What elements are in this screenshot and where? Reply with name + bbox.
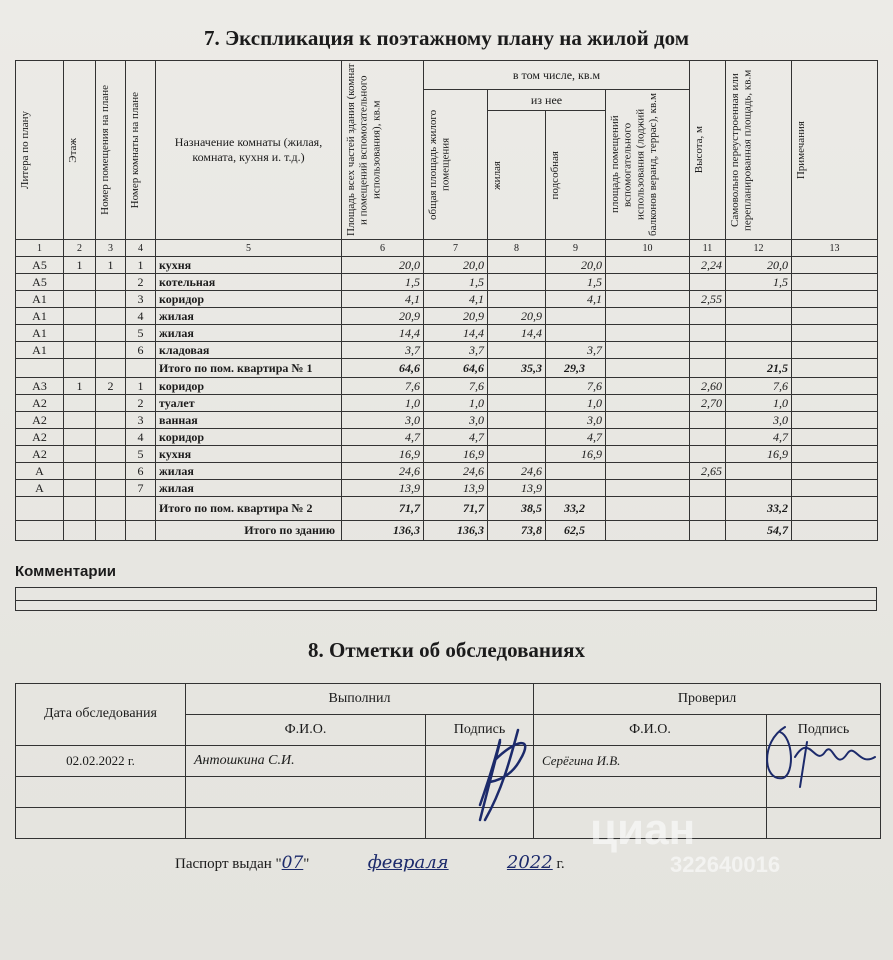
table-cell: А2	[16, 446, 64, 463]
table-cell	[792, 274, 878, 291]
comments-box	[15, 587, 877, 611]
table-cell: 1	[64, 257, 96, 274]
table-cell: 1,0	[342, 395, 424, 412]
subtotal-apartment-2	[16, 497, 878, 521]
total-general: 136,3	[424, 521, 488, 541]
table-cell	[488, 274, 546, 291]
table-cell: 4,7	[726, 429, 792, 446]
table-cell: 3,7	[342, 342, 424, 359]
total-building	[16, 521, 878, 541]
table-cell	[96, 308, 126, 325]
header-premise-no: Номер помещения на плане	[96, 61, 126, 240]
table-cell: 20,9	[342, 308, 424, 325]
total-label: Итого по зданию	[156, 521, 342, 541]
passport-day: 07	[281, 853, 304, 873]
table-cell: 6	[126, 463, 156, 480]
table-cell: 1,0	[726, 395, 792, 412]
table-row	[16, 412, 878, 429]
table-cell: котельная	[156, 274, 342, 291]
table-cell: 13,9	[488, 480, 546, 497]
column-number-10: 10	[606, 240, 690, 257]
table-cell: 4,7	[546, 429, 606, 446]
subtotal-2-label: Итого по пом. квартира № 2	[156, 497, 342, 521]
table-cell: 6	[126, 342, 156, 359]
table-cell: коридор	[156, 378, 342, 395]
checker-signature-header: Подпись	[767, 715, 881, 746]
table-cell: 4,1	[342, 291, 424, 308]
table-cell	[546, 308, 606, 325]
table-cell: 3,7	[424, 342, 488, 359]
section-7-title: 7. Экспликация к поэтажному плану на жилой дом	[203, 26, 690, 50]
table-cell: 1,5	[342, 274, 424, 291]
column-number-12: 12	[726, 240, 792, 257]
table-cell	[96, 395, 126, 412]
table-cell: А5	[16, 257, 64, 274]
column-number-11: 11	[690, 240, 726, 257]
column-number-9: 9	[546, 240, 606, 257]
column-number-7: 7	[424, 240, 488, 257]
table-cell	[606, 446, 690, 463]
table-cell: 1	[64, 378, 96, 395]
table-cell	[606, 342, 690, 359]
header-purpose: Назначение комнаты (жилая, комната, кухня и. т.д.)	[156, 61, 342, 240]
table-cell	[726, 325, 792, 342]
total-area: 136,3	[342, 521, 424, 541]
table-cell	[64, 412, 96, 429]
table-row	[16, 480, 878, 497]
table-cell	[792, 257, 878, 274]
performer-signature	[440, 720, 560, 840]
table-cell: жилая	[156, 480, 342, 497]
table-cell	[606, 308, 690, 325]
table-cell: 4	[126, 429, 156, 446]
table-cell	[606, 291, 690, 308]
table-cell: 24,6	[488, 463, 546, 480]
table-cell	[606, 378, 690, 395]
subtotal-1-living: 35,3	[488, 359, 546, 378]
table-cell: А2	[16, 429, 64, 446]
header-balcony: площадь помещений вспомогательного использования (лоджий балконов веранд, террас), кв.м	[606, 90, 690, 240]
table-cell: 1,5	[424, 274, 488, 291]
table-cell	[792, 342, 878, 359]
table-cell	[64, 274, 96, 291]
table-cell	[690, 342, 726, 359]
table-cell	[488, 412, 546, 429]
table-cell: 20,0	[424, 257, 488, 274]
table-cell	[690, 429, 726, 446]
header-self-built: Самовольно переустроенная или перепланированная площадь, кв.м	[726, 61, 792, 240]
table-cell: кладовая	[156, 342, 342, 359]
table-cell	[792, 480, 878, 497]
table-row	[16, 446, 878, 463]
table-row	[16, 325, 878, 342]
table-cell: жилая	[156, 463, 342, 480]
header-in-that: в том числе, кв.м	[424, 61, 690, 90]
table-cell	[792, 291, 878, 308]
table-cell	[488, 395, 546, 412]
table-cell: 4,1	[424, 291, 488, 308]
watermark-logo: циан	[590, 805, 696, 854]
column-number-6: 6	[342, 240, 424, 257]
performer-signature-header: Подпись	[426, 715, 534, 746]
table-cell: 3,0	[726, 412, 792, 429]
table-cell: 3,7	[546, 342, 606, 359]
table-row	[16, 257, 878, 274]
table-cell: 2,24	[690, 257, 726, 274]
table-cell: 7,6	[546, 378, 606, 395]
checked-header: Проверил	[534, 684, 881, 715]
table-cell	[726, 342, 792, 359]
table-cell: 13,9	[424, 480, 488, 497]
table-cell: 14,4	[424, 325, 488, 342]
table-cell	[690, 274, 726, 291]
table-cell: 2,55	[690, 291, 726, 308]
table-cell: 7,6	[726, 378, 792, 395]
subtotal-1-self: 21,5	[726, 359, 792, 378]
header-of-which: из нее	[488, 90, 606, 111]
checker-signature	[755, 712, 885, 802]
table-cell	[96, 412, 126, 429]
table-cell	[690, 446, 726, 463]
subtotal-1-general: 64,6	[424, 359, 488, 378]
table-cell	[64, 429, 96, 446]
table-cell: 3,0	[342, 412, 424, 429]
table-cell	[606, 274, 690, 291]
table-cell	[690, 325, 726, 342]
table-cell: 20,0	[342, 257, 424, 274]
table-cell	[488, 446, 546, 463]
passport-issued-line: Паспорт выдан "07" февраля 2022 г.	[175, 852, 565, 873]
table-cell	[792, 412, 878, 429]
table-cell	[64, 308, 96, 325]
table-cell	[690, 412, 726, 429]
table-cell	[488, 429, 546, 446]
header-room-no: Номер комнаты на плане	[126, 61, 156, 240]
table-cell	[606, 395, 690, 412]
header-area-total: Площадь всех частей здания (комнат и помещений вспомогательного использования), кв.м	[342, 61, 424, 240]
comments-label: Комментарии	[15, 563, 117, 580]
table-cell: 1	[96, 257, 126, 274]
table-cell: 1,5	[726, 274, 792, 291]
table-cell	[64, 291, 96, 308]
header-living: жилая	[488, 111, 546, 240]
table-cell	[64, 463, 96, 480]
column-number-2: 2	[64, 240, 96, 257]
total-aux: 62,5	[546, 521, 606, 541]
table-cell	[792, 446, 878, 463]
table-cell: 16,9	[546, 446, 606, 463]
table-cell: А2	[16, 395, 64, 412]
table-row	[16, 342, 878, 359]
table-cell	[606, 257, 690, 274]
table-cell: А1	[16, 325, 64, 342]
table-cell: 2	[126, 395, 156, 412]
column-numbers-row	[16, 240, 878, 257]
table-cell: 13,9	[342, 480, 424, 497]
table-cell: А1	[16, 308, 64, 325]
table-row	[16, 274, 878, 291]
table-cell: кухня	[156, 446, 342, 463]
table-cell	[96, 325, 126, 342]
total-self: 54,7	[726, 521, 792, 541]
header-notes: Примечания	[792, 61, 878, 240]
table-cell: 20,0	[726, 257, 792, 274]
table-row	[16, 463, 878, 480]
table-cell: 7,6	[342, 378, 424, 395]
table-cell: 2	[96, 378, 126, 395]
table-cell: А1	[16, 342, 64, 359]
table-cell	[690, 480, 726, 497]
table-cell: 20,0	[546, 257, 606, 274]
table-cell: 3	[126, 291, 156, 308]
table-cell	[792, 463, 878, 480]
table-cell: кухня	[156, 257, 342, 274]
table-cell: 3,0	[546, 412, 606, 429]
performer-name: Антошкина С.И.	[186, 746, 426, 777]
table-cell	[546, 480, 606, 497]
performed-header: Выполнил	[186, 684, 534, 715]
table-cell: ванная	[156, 412, 342, 429]
table-cell: 24,6	[424, 463, 488, 480]
table-cell	[792, 308, 878, 325]
table-cell	[690, 308, 726, 325]
table-row	[16, 429, 878, 446]
table-cell: 16,9	[424, 446, 488, 463]
table-cell: 7,6	[424, 378, 488, 395]
performer-fio-header: Ф.И.О.	[186, 715, 426, 746]
column-number-8: 8	[488, 240, 546, 257]
table-cell	[96, 480, 126, 497]
explication-table	[15, 60, 878, 541]
table-cell: жилая	[156, 325, 342, 342]
table-cell: 5	[126, 325, 156, 342]
table-cell: 1	[126, 257, 156, 274]
inspection-date-header: Дата обследования	[16, 684, 186, 746]
column-number-5: 5	[156, 240, 342, 257]
header-height: Высота, м	[690, 61, 726, 240]
table-cell: 3	[126, 412, 156, 429]
table-cell	[64, 325, 96, 342]
passport-month: февраля	[367, 852, 449, 873]
table-cell: 14,4	[488, 325, 546, 342]
inspection-date: 02.02.2022 г.	[16, 746, 186, 777]
table-cell	[488, 257, 546, 274]
column-number-4: 4	[126, 240, 156, 257]
table-cell: А	[16, 463, 64, 480]
table-cell	[726, 308, 792, 325]
table-cell: 1,0	[546, 395, 606, 412]
checker-fio-header: Ф.И.О.	[534, 715, 767, 746]
table-cell	[488, 291, 546, 308]
subtotal-2-aux: 33,2	[546, 497, 606, 521]
table-cell	[96, 429, 126, 446]
table-cell: 2	[126, 274, 156, 291]
table-cell: 4,1	[546, 291, 606, 308]
table-cell	[64, 342, 96, 359]
table-row	[16, 308, 878, 325]
table-cell: 20,9	[488, 308, 546, 325]
checker-name: Серёгина И.В.	[534, 746, 767, 777]
table-cell	[606, 412, 690, 429]
table-cell: 2,60	[690, 378, 726, 395]
table-row	[16, 378, 878, 395]
table-cell: 4,7	[424, 429, 488, 446]
table-cell	[606, 429, 690, 446]
table-cell: туалет	[156, 395, 342, 412]
table-row	[16, 291, 878, 308]
table-cell: 20,9	[424, 308, 488, 325]
table-cell: 16,9	[726, 446, 792, 463]
table-cell: 1	[126, 378, 156, 395]
header-floor: Этаж	[64, 61, 96, 240]
table-cell	[726, 463, 792, 480]
table-cell	[792, 429, 878, 446]
table-cell	[64, 480, 96, 497]
table-cell	[606, 463, 690, 480]
table-cell	[64, 395, 96, 412]
header-auxiliary: подсобная	[546, 111, 606, 240]
table-cell: коридор	[156, 429, 342, 446]
table-cell: 2,70	[690, 395, 726, 412]
table-cell: А	[16, 480, 64, 497]
table-cell: 5	[126, 446, 156, 463]
table-cell: 1,5	[546, 274, 606, 291]
table-cell	[96, 463, 126, 480]
table-cell: 7	[126, 480, 156, 497]
table-cell	[96, 342, 126, 359]
section-8-title: 8. Отметки об обследованиях	[308, 638, 585, 662]
table-cell	[64, 446, 96, 463]
table-cell: 4	[126, 308, 156, 325]
table-cell: А1	[16, 291, 64, 308]
subtotal-1-label: Итого по пом. квартира № 1	[156, 359, 342, 378]
subtotal-1-area: 64,6	[342, 359, 424, 378]
table-cell: А3	[16, 378, 64, 395]
table-cell: 16,9	[342, 446, 424, 463]
table-cell: 24,6	[342, 463, 424, 480]
total-living: 73,8	[488, 521, 546, 541]
apartment-1-rows	[16, 257, 878, 359]
apartment-2-rows	[16, 378, 878, 497]
table-cell: коридор	[156, 291, 342, 308]
watermark-id: 322640016	[670, 852, 781, 877]
table-row	[16, 395, 878, 412]
subtotal-apartment-1	[16, 359, 878, 378]
table-cell: 3,0	[424, 412, 488, 429]
table-cell	[546, 325, 606, 342]
table-cell	[726, 480, 792, 497]
column-number-3: 3	[96, 240, 126, 257]
table-cell	[606, 325, 690, 342]
table-cell: 2,65	[690, 463, 726, 480]
table-cell: 1,0	[424, 395, 488, 412]
subtotal-2-living: 38,5	[488, 497, 546, 521]
header-litera: Литера по плану	[16, 61, 64, 240]
table-cell	[488, 378, 546, 395]
column-number-1: 1	[16, 240, 64, 257]
column-number-13: 13	[792, 240, 878, 257]
table-cell	[546, 463, 606, 480]
table-cell: жилая	[156, 308, 342, 325]
subtotal-2-general: 71,7	[424, 497, 488, 521]
header-general-area: общая площадь жилого помещения	[424, 90, 488, 240]
table-cell	[726, 291, 792, 308]
table-cell: 4,7	[342, 429, 424, 446]
table-cell	[792, 378, 878, 395]
subtotal-2-self: 33,2	[726, 497, 792, 521]
table-cell: 14,4	[342, 325, 424, 342]
table-cell	[96, 291, 126, 308]
table-cell: А5	[16, 274, 64, 291]
subtotal-2-area: 71,7	[342, 497, 424, 521]
table-cell	[792, 325, 878, 342]
subtotal-1-aux: 29,3	[546, 359, 606, 378]
table-cell	[792, 395, 878, 412]
table-cell: А2	[16, 412, 64, 429]
table-cell	[96, 274, 126, 291]
table-cell	[96, 446, 126, 463]
passport-year: 2022	[506, 852, 553, 873]
table-cell	[488, 342, 546, 359]
table-cell	[606, 480, 690, 497]
